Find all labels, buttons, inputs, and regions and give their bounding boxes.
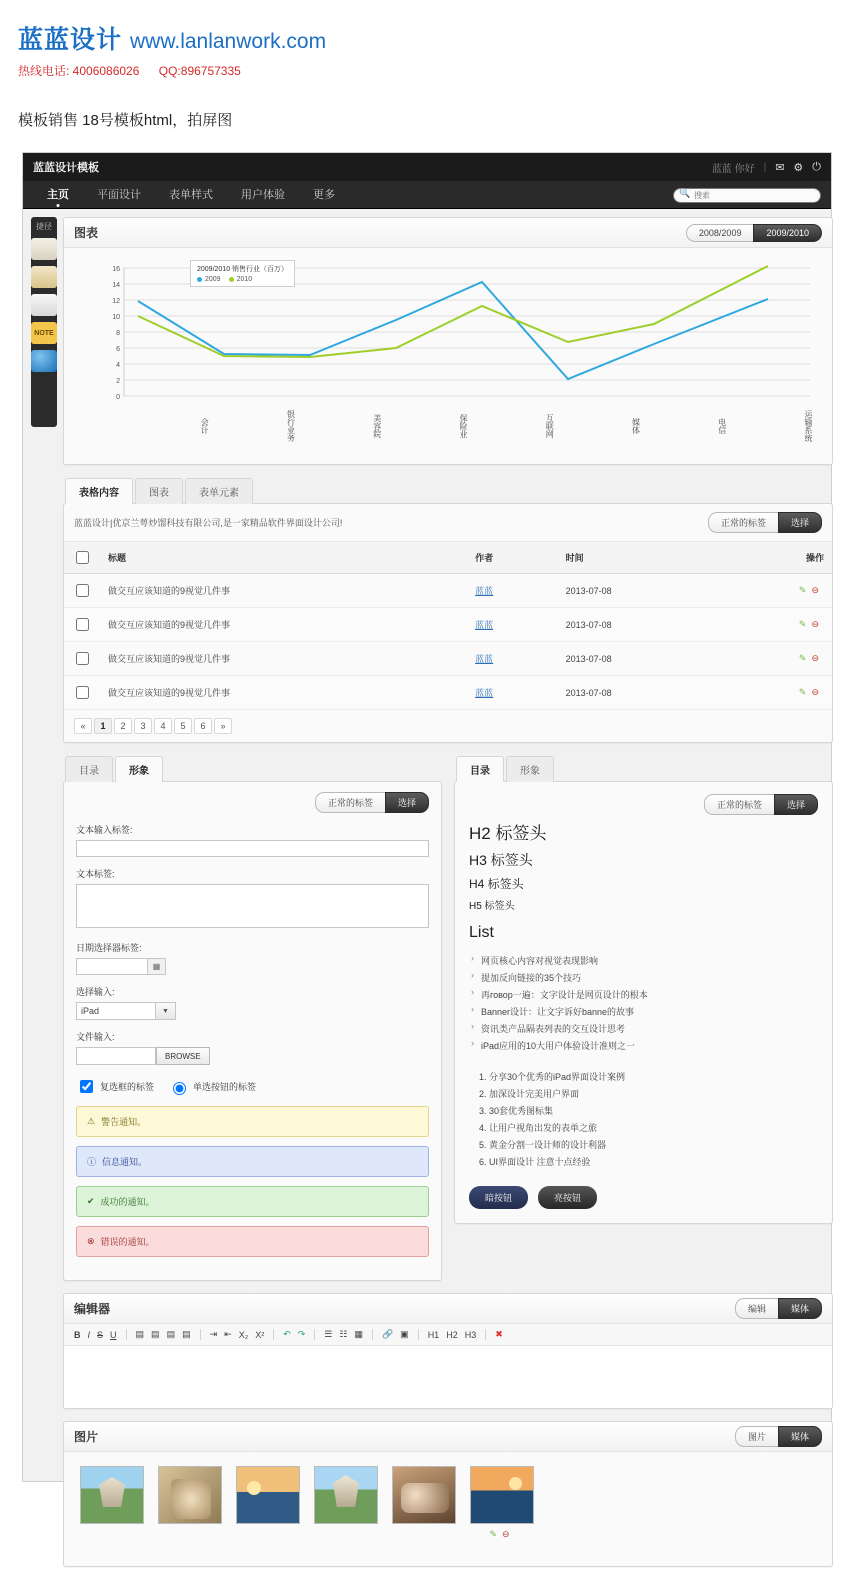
svg-text:10: 10: [112, 314, 120, 321]
svg-text:16: 16: [112, 266, 120, 273]
list-item[interactable]: › 提加反向链接的35个技巧: [469, 969, 818, 986]
edit-icon[interactable]: ✎: [798, 653, 807, 663]
align-center-icon[interactable]: ▤: [151, 1329, 160, 1339]
search-input[interactable]: [673, 188, 821, 203]
link-icon[interactable]: 🔗: [381, 1329, 394, 1339]
gear-icon[interactable]: ⚙: [793, 161, 804, 174]
app-topbar: [23, 153, 831, 181]
image-images-button[interactable]: 图片: [735, 1426, 779, 1447]
row-checkbox[interactable]: [76, 686, 89, 699]
calendar-icon[interactable]: ▦: [148, 958, 166, 975]
align-justify-icon[interactable]: ▤: [182, 1329, 191, 1339]
redo-icon[interactable]: ↷: [297, 1329, 306, 1339]
delete-icon[interactable]: ⊖: [502, 1529, 510, 1539]
thumbnail-item[interactable]: [470, 1466, 534, 1540]
list-item[interactable]: 2. 加深设计完美用户界面: [489, 1085, 818, 1102]
col-author: 作者: [467, 542, 557, 574]
row-title: 做交互应该知道的9视觉几件事: [100, 676, 467, 710]
image-panel-header: [64, 1422, 832, 1452]
date-label: 日期选择器标签:: [76, 943, 142, 953]
heading3-icon[interactable]: H3: [464, 1329, 477, 1340]
typo-select-button[interactable]: 选择: [774, 794, 818, 815]
tab-form-catalog[interactable]: 目录: [65, 756, 113, 782]
col-actions: 操作: [723, 542, 832, 574]
undo-icon[interactable]: ↶: [283, 1329, 291, 1339]
normal-tag-button[interactable]: 正常的标签: [708, 512, 779, 533]
col-date: 时间: [558, 542, 723, 574]
row-author-link[interactable]: 蓝蓝: [475, 586, 494, 596]
page-6[interactable]: 6: [194, 718, 212, 734]
tab-form-elements[interactable]: 表单元素: [185, 478, 253, 504]
x-label-0: 会计: [200, 418, 210, 434]
browse-button[interactable]: BROWSE: [156, 1047, 210, 1065]
sidebar-dock: [31, 217, 57, 427]
chart-x-axis: [122, 410, 812, 442]
light-pill-button[interactable]: 亮按钮: [538, 1186, 597, 1209]
remove-format-icon[interactable]: ✖: [495, 1329, 503, 1339]
chart-canvas: [78, 258, 818, 458]
page-next[interactable]: »: [214, 718, 232, 734]
table-tabs: [63, 477, 833, 503]
editor-edit-button[interactable]: 编辑: [735, 1298, 779, 1319]
nav-item-home[interactable]: 主页: [33, 181, 83, 209]
heading-h4: H4 标签头: [469, 877, 524, 891]
textarea-input[interactable]: [76, 884, 429, 928]
chart-panel-header: [64, 218, 832, 248]
list-item[interactable]: 4. 让用户视角出发的表单之旅: [489, 1119, 818, 1136]
typography-tabs: [454, 755, 833, 781]
form-tabs: [63, 755, 442, 781]
thumbnail-item[interactable]: [158, 1466, 222, 1540]
file-input[interactable]: [76, 1047, 156, 1065]
typography-panel: [454, 781, 833, 1224]
svg-text:2: 2: [116, 378, 120, 385]
indent-icon[interactable]: ⇥: [209, 1329, 218, 1339]
superscript-icon[interactable]: X²: [255, 1329, 265, 1340]
file-label: 文件输入:: [76, 1032, 115, 1042]
form-select-button[interactable]: 选择: [385, 792, 429, 813]
image-icon[interactable]: ▣: [400, 1329, 409, 1339]
alert-error: [76, 1226, 429, 1257]
tab-form-image[interactable]: 形象: [115, 756, 163, 782]
col-title: 标题: [100, 542, 467, 574]
thumbnail-item[interactable]: [80, 1466, 144, 1540]
heading2-icon[interactable]: H2: [446, 1329, 458, 1340]
strikethrough-icon[interactable]: S: [97, 1329, 104, 1340]
radio-label: 单选按钮的标签: [193, 1082, 257, 1092]
row-title: 做交互应该知道的9视觉几件事: [100, 574, 467, 608]
page-3[interactable]: 3: [134, 718, 152, 734]
table-note-row: [64, 504, 832, 542]
svg-text:4: 4: [116, 362, 120, 369]
svg-text:12: 12: [112, 298, 120, 305]
page-1[interactable]: 1: [94, 718, 112, 734]
unordered-list-icon[interactable]: ☷: [339, 1329, 348, 1339]
search-box: [673, 187, 821, 203]
thumbnail-item[interactable]: [392, 1466, 456, 1540]
row-author-link[interactable]: 蓝蓝: [475, 620, 494, 630]
chart-range-2009-2010[interactable]: 2009/2010: [753, 224, 822, 242]
brand: [18, 20, 854, 56]
sunset-photo-2[interactable]: [470, 1466, 534, 1524]
list-item[interactable]: 5. 黄金分割一设计师的设计利器: [489, 1136, 818, 1153]
alert-warning-text: 警告通知。: [101, 1117, 147, 1127]
select-button[interactable]: 选择: [778, 512, 822, 533]
tab-table-content[interactable]: 表格内容: [65, 478, 133, 504]
sample-checkbox[interactable]: [80, 1080, 93, 1093]
tab-chart[interactable]: 图表: [135, 478, 183, 504]
sample-radio[interactable]: [173, 1082, 186, 1095]
chart-range-toggle: [686, 224, 822, 242]
delete-icon[interactable]: ⊖: [811, 687, 819, 697]
align-right-icon[interactable]: ▤: [166, 1329, 176, 1339]
tab-typo-catalog[interactable]: 目录: [456, 756, 504, 782]
align-left-icon[interactable]: ▤: [135, 1329, 145, 1339]
nav-item-more[interactable]: 更多: [313, 188, 335, 201]
edit-icon[interactable]: ✎: [798, 585, 807, 595]
app-logo: 蓝蓝设计模板: [33, 162, 99, 174]
editor-media-button[interactable]: 媒体: [778, 1298, 822, 1319]
file-input-group: [76, 1047, 429, 1065]
data-table: [64, 542, 832, 710]
image-panel-title: 图片: [74, 1430, 99, 1444]
chart-panel-title: 图表: [74, 226, 99, 240]
list-item[interactable]: › 资讯类产品隔表列表的交互设计思考: [469, 1020, 818, 1037]
delete-icon[interactable]: ⊖: [811, 653, 819, 663]
row-title: 做交互应该知道的9视觉几件事: [100, 608, 467, 642]
nav-item-forms[interactable]: 表单样式: [169, 188, 213, 201]
x-label-5: 媒体: [631, 418, 641, 434]
checkbox-group[interactable]: [76, 1077, 154, 1096]
x-label-6: 电信: [717, 418, 727, 434]
row-date: 2013-07-08: [558, 676, 723, 710]
row-date: 2013-07-08: [558, 608, 723, 642]
text-input[interactable]: [76, 840, 429, 857]
dark-pill-button[interactable]: 暗按钮: [469, 1186, 528, 1209]
image-panel: [63, 1421, 833, 1567]
info-icon: ⓘ: [87, 1157, 97, 1167]
castle-photo-2[interactable]: [314, 1466, 378, 1524]
list-item[interactable]: › 网页核心内容对视觉表现影响: [469, 952, 818, 969]
heading-h2: H2 标签头: [469, 824, 547, 843]
portrait-photo[interactable]: [158, 1466, 222, 1524]
check-icon: ✔: [87, 1196, 95, 1206]
select-all-checkbox[interactable]: [76, 551, 89, 564]
chart-panel: [63, 217, 833, 465]
underline-icon[interactable]: U: [110, 1329, 117, 1340]
table-panel: [63, 503, 833, 743]
x-label-4: 互联网: [545, 414, 555, 438]
alert-info: [76, 1146, 429, 1177]
power-icon[interactable]: ⏻: [812, 160, 821, 173]
button-row: [469, 1186, 818, 1209]
user-greeting: 蓝蓝 你好: [711, 163, 755, 175]
edit-icon[interactable]: ✎: [798, 619, 807, 629]
heading-h3: H3 标签头: [469, 852, 533, 868]
editor-toolbar: [64, 1324, 832, 1346]
delete-icon[interactable]: ⊖: [811, 619, 819, 629]
table-row[interactable]: [64, 608, 832, 642]
warning-icon: ⚠: [87, 1116, 96, 1126]
notebook-icon[interactable]: [31, 266, 57, 288]
chart-body: [64, 248, 832, 464]
delete-icon[interactable]: ⊖: [811, 585, 819, 595]
editor-panel-header: [64, 1294, 832, 1324]
row-checkbox[interactable]: [76, 618, 89, 631]
select-label: 选择输入:: [76, 987, 115, 997]
chart-title: 2009/2010 销售行业（百万）: [197, 266, 289, 273]
text-input-label: 文本输入标签:: [76, 825, 133, 835]
select-dropdown[interactable]: [76, 1002, 176, 1020]
row-checkbox[interactable]: [76, 652, 89, 665]
x-label-1: 银行业务: [286, 410, 296, 442]
x-label-2: 美容院: [372, 414, 382, 438]
page-2[interactable]: 2: [114, 718, 132, 734]
table-row[interactable]: [64, 642, 832, 676]
legend-item-2009: 2009: [197, 276, 221, 283]
list-item[interactable]: 3. 30套优秀图标集: [489, 1102, 818, 1119]
mail-icon[interactable]: ✉: [775, 161, 785, 174]
row-title: 做交互应该知道的9视觉几件事: [100, 642, 467, 676]
page-5[interactable]: 5: [174, 718, 192, 734]
list-item[interactable]: › Banner设计：让文字诉好banne的故事: [469, 1003, 818, 1020]
table-icon[interactable]: ▦: [354, 1329, 363, 1339]
list-item[interactable]: › iPad应用的10大用户体验设计准则之一: [469, 1037, 818, 1054]
textarea-label: 文本标签:: [76, 869, 115, 879]
subscript-icon[interactable]: X₂: [238, 1329, 249, 1340]
chevron-down-icon[interactable]: ▼: [156, 1002, 176, 1020]
alert-success-text: 成功的通知。: [100, 1197, 155, 1207]
radio-group[interactable]: [168, 1079, 256, 1095]
thumbnail-grid: [64, 1452, 832, 1566]
image-media-button[interactable]: 媒体: [778, 1426, 822, 1447]
brand-name-cn: 蓝蓝设计: [18, 26, 123, 54]
list-title: List: [469, 924, 494, 941]
chart-legend: [190, 260, 295, 287]
form-panel-buttons: [315, 792, 429, 813]
x-label-3: 保险业: [459, 414, 468, 438]
table-note: 蓝蓝设计|优京兰萼炒馏科技有限公司,是一家精品软件界面设计公司!: [74, 518, 343, 528]
table-row[interactable]: [64, 676, 832, 710]
form-column: [63, 755, 442, 1293]
bullet-list: [469, 952, 818, 1054]
x-label-7: 运输系统: [804, 410, 813, 442]
checkbox-label: 复选框的标签: [100, 1082, 155, 1092]
page-header: [0, 0, 854, 79]
table-panel-buttons: [708, 512, 822, 533]
row-author-link[interactable]: 蓝蓝: [475, 688, 494, 698]
two-column-section: [63, 755, 833, 1293]
list-item[interactable]: 6. UI界面设计 注意十点经验: [489, 1153, 818, 1170]
thumbnail-item[interactable]: [314, 1466, 378, 1540]
editor-panel: [63, 1293, 833, 1409]
note-icon[interactable]: NOTE: [31, 322, 57, 344]
svg-text:6: 6: [116, 346, 120, 353]
list-item[interactable]: › 再говор一遍：文字设计是网页设计的根本: [469, 986, 818, 1003]
numbered-list: [469, 1068, 818, 1170]
pagination: [64, 710, 832, 742]
bold-icon[interactable]: B: [74, 1329, 81, 1340]
line-chart-svg: [78, 258, 818, 418]
alert-warning: [76, 1106, 429, 1137]
search-icon: 🔍: [679, 187, 691, 198]
row-author-link[interactable]: 蓝蓝: [475, 654, 494, 664]
app-navbar: [23, 181, 831, 209]
nav-item-ux[interactable]: 用户体验: [241, 188, 285, 201]
alert-error-text: 错误的通知。: [100, 1237, 155, 1247]
select-value: iPad: [76, 1002, 156, 1020]
italic-icon[interactable]: I: [87, 1329, 91, 1340]
editor-panel-buttons: [735, 1298, 822, 1319]
brand-url: www.lanlanwork.com: [130, 30, 327, 53]
error-icon: ⊗: [87, 1236, 95, 1246]
row-date: 2013-07-08: [558, 574, 723, 608]
heading-h5: H5 标签头: [469, 901, 515, 912]
row-checkbox[interactable]: [76, 584, 89, 597]
sunset-photo[interactable]: [236, 1466, 300, 1524]
typography-panel-buttons: [704, 794, 818, 815]
svg-text:0: 0: [116, 394, 120, 401]
form-normal-tag-button[interactable]: 正常的标签: [315, 792, 386, 813]
page-title: 模板销售 18号模板html，拍屏图: [18, 112, 233, 129]
thumbnail-actions: [470, 1529, 534, 1540]
date-input[interactable]: [76, 958, 148, 975]
alert-info-text: 信息通知。: [102, 1157, 148, 1167]
group-photo[interactable]: [392, 1466, 456, 1524]
app-window: [22, 152, 832, 1539]
tab-typo-image[interactable]: 形象: [506, 756, 554, 782]
table-row[interactable]: [64, 574, 832, 608]
main-content: [57, 209, 841, 1587]
edit-icon[interactable]: ✎: [798, 687, 807, 697]
svg-text:8: 8: [116, 330, 120, 337]
editor-textarea[interactable]: [64, 1346, 832, 1408]
page-prev[interactable]: «: [74, 718, 92, 734]
window-icon[interactable]: [31, 238, 57, 260]
edit-icon[interactable]: ✎: [489, 1529, 497, 1539]
row-date: 2013-07-08: [558, 642, 723, 676]
date-picker: [76, 958, 429, 975]
chart-range-2008-2009[interactable]: 2008/2009: [686, 224, 755, 242]
nav-item-graphic[interactable]: 平面设计: [97, 188, 141, 201]
castle-photo[interactable]: [80, 1466, 144, 1524]
editor-panel-title: 编辑器: [74, 1302, 111, 1316]
qq-text: QQ:896757335: [158, 64, 241, 78]
page-4[interactable]: 4: [154, 718, 172, 734]
typo-normal-tag-button[interactable]: 正常的标签: [704, 794, 775, 815]
table-header-row: [64, 542, 832, 574]
legend-item-2010: 2010: [229, 276, 253, 283]
contact-line: [18, 62, 854, 79]
image-panel-buttons: [735, 1426, 822, 1447]
choice-row: [76, 1077, 429, 1096]
ordered-list-icon[interactable]: ☰: [324, 1329, 333, 1339]
alert-success: [76, 1186, 429, 1217]
typography-column: [454, 755, 833, 1293]
form-panel: [63, 781, 442, 1281]
heading1-icon[interactable]: H1: [427, 1329, 440, 1340]
outdent-icon[interactable]: ⇤: [224, 1329, 232, 1339]
topbar-separator: |: [763, 161, 767, 173]
dock-title: 捷径: [36, 222, 52, 231]
svg-text:14: 14: [112, 282, 120, 289]
paint-icon[interactable]: [31, 294, 57, 316]
globe-icon[interactable]: [31, 350, 57, 372]
hotline-text: 热线电话: 4006086026: [18, 64, 140, 78]
list-item[interactable]: 1. 分享30个优秀的iPad界面设计案例: [489, 1068, 818, 1085]
thumbnail-item[interactable]: [236, 1466, 300, 1540]
